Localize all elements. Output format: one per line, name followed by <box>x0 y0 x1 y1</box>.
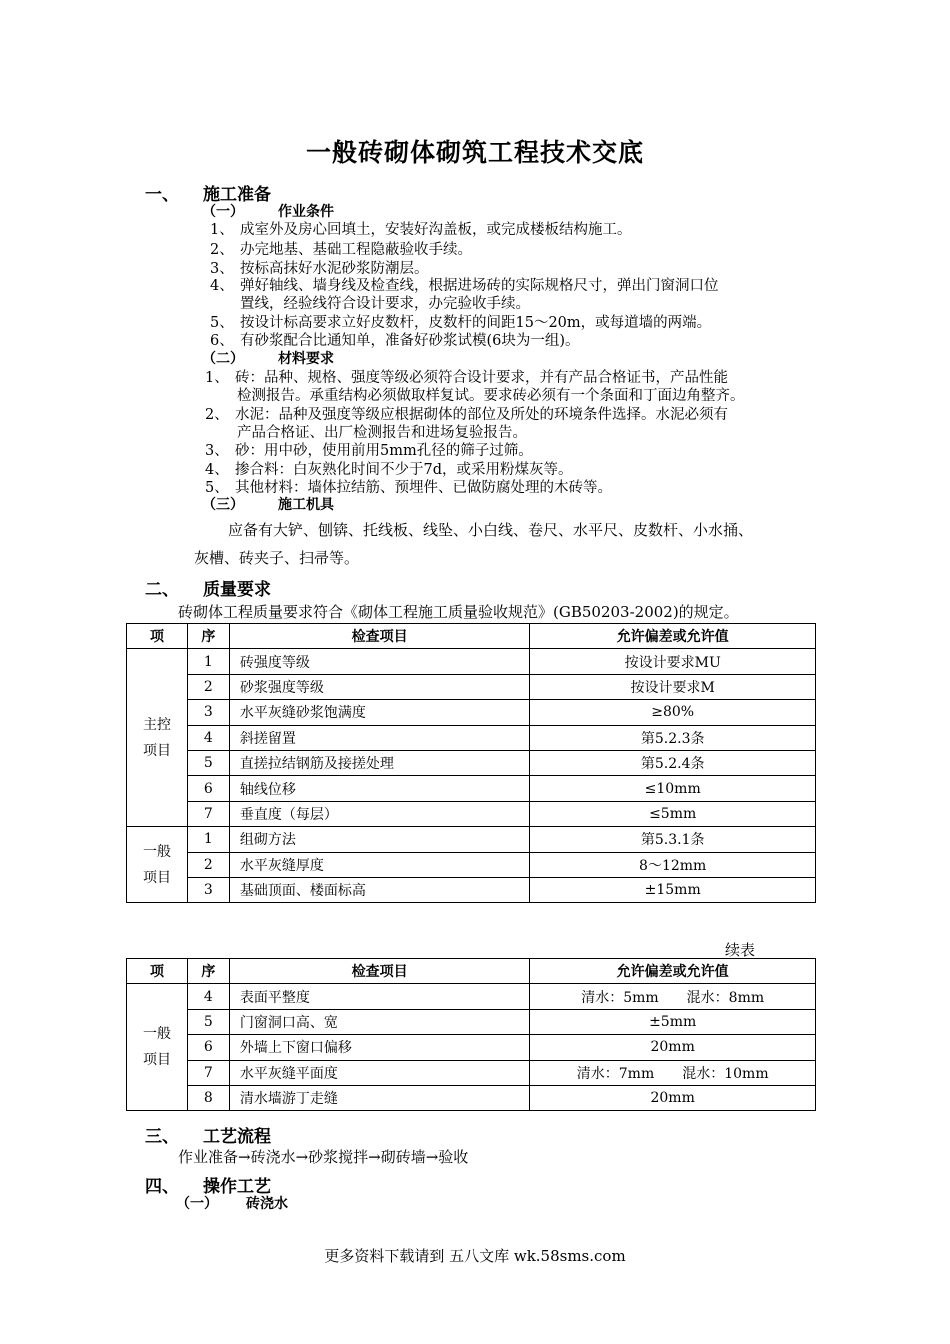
subsection-1-2-heading <box>202 348 334 368</box>
row-value: 8～12mm <box>530 852 816 877</box>
section-2-number: 二、 <box>145 580 179 600</box>
list-item-text: 办完地基、基础工程隐蔽验收手续。 <box>240 242 472 258</box>
row-item: 直搓拉结钢筋及接搓处理 <box>229 750 530 775</box>
category-main-control <box>127 649 188 827</box>
row-seq: 7 <box>187 1060 229 1085</box>
row-value: 清水：5mm 混水：8mm <box>530 984 816 1009</box>
row-value: 第5.2.3条 <box>530 725 816 750</box>
row-seq: 6 <box>187 776 229 801</box>
table-row <box>127 649 816 674</box>
list-item <box>210 238 472 259</box>
subsection-4-1-heading <box>176 1193 288 1213</box>
tools-paragraph-line-2: 灰槽、砖夹子、扫帚等。 <box>194 549 360 567</box>
list-item-number: 3、 <box>205 443 229 459</box>
section-4-title: 操作工艺 <box>203 1177 271 1197</box>
continued-table-label: 续表 <box>725 941 756 959</box>
row-seq: 2 <box>187 852 229 877</box>
list-item-text: 有砂浆配合比通知单，准备好砂浆试模(6块为一组)。 <box>240 333 580 349</box>
category-general <box>127 984 188 1111</box>
table-row <box>127 1009 816 1034</box>
row-item: 清水墙游丁走缝 <box>229 1085 530 1110</box>
list-item-text: 按标高抹好水泥砂浆防潮层。 <box>240 261 429 277</box>
header-tolerance: 允许偏差或允许值 <box>530 959 816 984</box>
row-seq: 5 <box>187 750 229 775</box>
footer-note: 更多资料下载请到 五八文库 wk.58sms.com <box>324 1247 626 1265</box>
row-seq: 1 <box>187 827 229 852</box>
list-item-continuation: 检测报告。承重结构必须做取样复试。要求砖必须有一个条面和丁面边角整齐。 <box>237 388 745 404</box>
table-row <box>127 776 816 801</box>
row-value: 第5.3.1条 <box>530 827 816 852</box>
table-row <box>127 877 816 902</box>
row-value: 清水：7mm 混水：10mm <box>530 1060 816 1085</box>
row-seq: 3 <box>187 877 229 902</box>
tools-paragraph-line-1: 应备有大铲、刨锛、托线板、线坠、小白线、卷尺、水平尺、皮数杆、小水捅、 <box>228 521 754 539</box>
row-item: 基础顶面、楼面标高 <box>229 877 530 902</box>
table-row <box>127 827 816 852</box>
row-value: 第5.2.4条 <box>530 750 816 775</box>
table-row <box>127 984 816 1009</box>
table-row <box>127 852 816 877</box>
list-item-text: 成室外及房心回填土，安装好沟盖板，或完成楼板结构施工。 <box>240 222 632 238</box>
list-item-text: 掺合料：白灰熟化时间不少于7d，或采用粉煤灰等。 <box>235 462 573 478</box>
row-item: 门窗洞口高、宽 <box>229 1009 530 1034</box>
row-value: ±15mm <box>530 877 816 902</box>
header-check-item: 检查项目 <box>229 959 530 984</box>
row-item: 轴线位移 <box>229 776 530 801</box>
table-row <box>127 801 816 826</box>
list-item-text: 砂：用中砂，使用前用5mm孔径的筛子过筛。 <box>235 443 533 459</box>
row-seq: 4 <box>187 984 229 1009</box>
row-seq: 7 <box>187 801 229 826</box>
list-item-text: 砖：品种、规格、强度等级必须符合设计要求，并有产品合格证书，产品性能 <box>235 370 728 386</box>
row-item: 水平灰缝平面度 <box>229 1060 530 1085</box>
header-category: 项 <box>127 624 188 649</box>
row-item: 组砌方法 <box>229 827 530 852</box>
table-row <box>127 1060 816 1085</box>
subsection-4-1-number: （一） <box>176 1196 218 1212</box>
row-item: 砖强度等级 <box>229 649 530 674</box>
row-item: 水平灰缝砂浆饱满度 <box>229 700 530 725</box>
category-general <box>127 827 188 903</box>
subsection-1-2-title: 材料要求 <box>278 351 334 367</box>
row-value: 20mm <box>530 1085 816 1110</box>
section-3-number: 三、 <box>145 1127 179 1147</box>
header-seq: 序 <box>187 959 229 984</box>
row-seq: 1 <box>187 649 229 674</box>
list-item-number: 5、 <box>205 480 229 496</box>
quality-intro: 砖砌体工程质量要求符合《砌体工程施工质量验收规范》(GB50203-2002)的规定。 <box>178 603 739 621</box>
row-value: ±5mm <box>530 1009 816 1034</box>
table-row <box>127 1085 816 1110</box>
section-4-number: 四、 <box>145 1177 179 1197</box>
row-value: 20mm <box>530 1035 816 1060</box>
section-1-title: 施工准备 <box>203 185 271 205</box>
list-item-text: 其他材料：墙体拉结筋、预埋件、已做防腐处理的木砖等。 <box>235 480 612 496</box>
list-item <box>210 329 580 350</box>
row-value: 按设计要求M <box>530 674 816 699</box>
row-seq: 8 <box>187 1085 229 1110</box>
category-label: 项目 <box>142 869 171 886</box>
list-item-text: 按设计标高要求立好皮数杆，皮数杆的间距15～20m，或每道墙的两端。 <box>240 315 712 331</box>
list-item-text: 水泥：品种及强度等级应根据砌体的部位及所处的环境条件选择。水泥必须有 <box>235 407 728 423</box>
quality-table-continued <box>126 958 816 1111</box>
list-item-continuation: 产品合格证、出厂检测报告和进场复验报告。 <box>237 425 527 441</box>
list-item-number: 1、 <box>205 370 229 386</box>
row-seq: 6 <box>187 1035 229 1060</box>
list-item <box>210 218 632 239</box>
section-3-title: 工艺流程 <box>203 1127 271 1147</box>
subsection-4-1-title: 砖浇水 <box>246 1196 288 1212</box>
table-row <box>127 1035 816 1060</box>
category-label: 一般 <box>142 1026 171 1043</box>
list-item-number: 5、 <box>210 315 234 331</box>
row-value: ≥80% <box>530 700 816 725</box>
category-label: 项目 <box>142 742 171 759</box>
table-header-row <box>127 624 816 649</box>
subsection-1-1-title: 作业条件 <box>278 204 334 220</box>
row-seq: 2 <box>187 674 229 699</box>
row-seq: 4 <box>187 725 229 750</box>
list-item-number: 2、 <box>205 407 229 423</box>
row-item: 砂浆强度等级 <box>229 674 530 699</box>
list-item-number: 6、 <box>210 333 234 349</box>
subsection-1-3-heading <box>202 494 334 514</box>
section-2-title: 质量要求 <box>203 580 271 600</box>
subsection-1-3-number: （三） <box>202 497 244 513</box>
row-item: 外墙上下窗口偏移 <box>229 1035 530 1060</box>
category-label: 主控 <box>142 716 171 733</box>
row-item: 表面平整度 <box>229 984 530 1009</box>
subsection-1-2-number: （二） <box>202 351 244 367</box>
table-row <box>127 674 816 699</box>
row-value: ≤5mm <box>530 801 816 826</box>
list-item-continuation: 置线，经验线符合设计要求，办完验收手续。 <box>240 296 530 312</box>
quality-table <box>126 623 816 903</box>
row-value: ≤10mm <box>530 776 816 801</box>
section-3-heading <box>145 1122 271 1147</box>
header-check-item: 检查项目 <box>229 624 530 649</box>
list-item-number: 1、 <box>210 222 234 238</box>
table-row <box>127 725 816 750</box>
process-flow: 作业准备→砖浇水→砂浆搅拌→砌砖墙→验收 <box>178 1148 469 1166</box>
list-item <box>205 439 533 460</box>
list-item-text: 弹好轴线、墙身线及检查线，根据进场砖的实际规格尺寸，弹出门窗洞口位 <box>240 278 719 294</box>
list-item-number: 2、 <box>210 242 234 258</box>
row-item: 垂直度（每层） <box>229 801 530 826</box>
subsection-1-3-title: 施工机具 <box>278 497 334 513</box>
header-seq: 序 <box>187 624 229 649</box>
row-item: 水平灰缝厚度 <box>229 852 530 877</box>
section-1-number: 一、 <box>145 185 179 205</box>
subsection-1-1-number: （一） <box>202 204 244 220</box>
list-item-number: 3、 <box>210 261 234 277</box>
row-seq: 5 <box>187 1009 229 1034</box>
header-category: 项 <box>127 959 188 984</box>
table-row <box>127 700 816 725</box>
section-2-heading <box>145 575 271 600</box>
row-seq: 3 <box>187 700 229 725</box>
list-item-number: 4、 <box>210 278 234 294</box>
category-label: 一般 <box>142 843 171 860</box>
header-tolerance: 允许偏差或允许值 <box>530 624 816 649</box>
row-item: 斜搓留置 <box>229 725 530 750</box>
page-title: 一般砖砌体砌筑工程技术交底 <box>305 138 644 167</box>
table-row <box>127 750 816 775</box>
list-item-number: 4、 <box>205 462 229 478</box>
row-value: 按设计要求MU <box>530 649 816 674</box>
table-header-row <box>127 959 816 984</box>
category-label: 项目 <box>142 1052 171 1069</box>
